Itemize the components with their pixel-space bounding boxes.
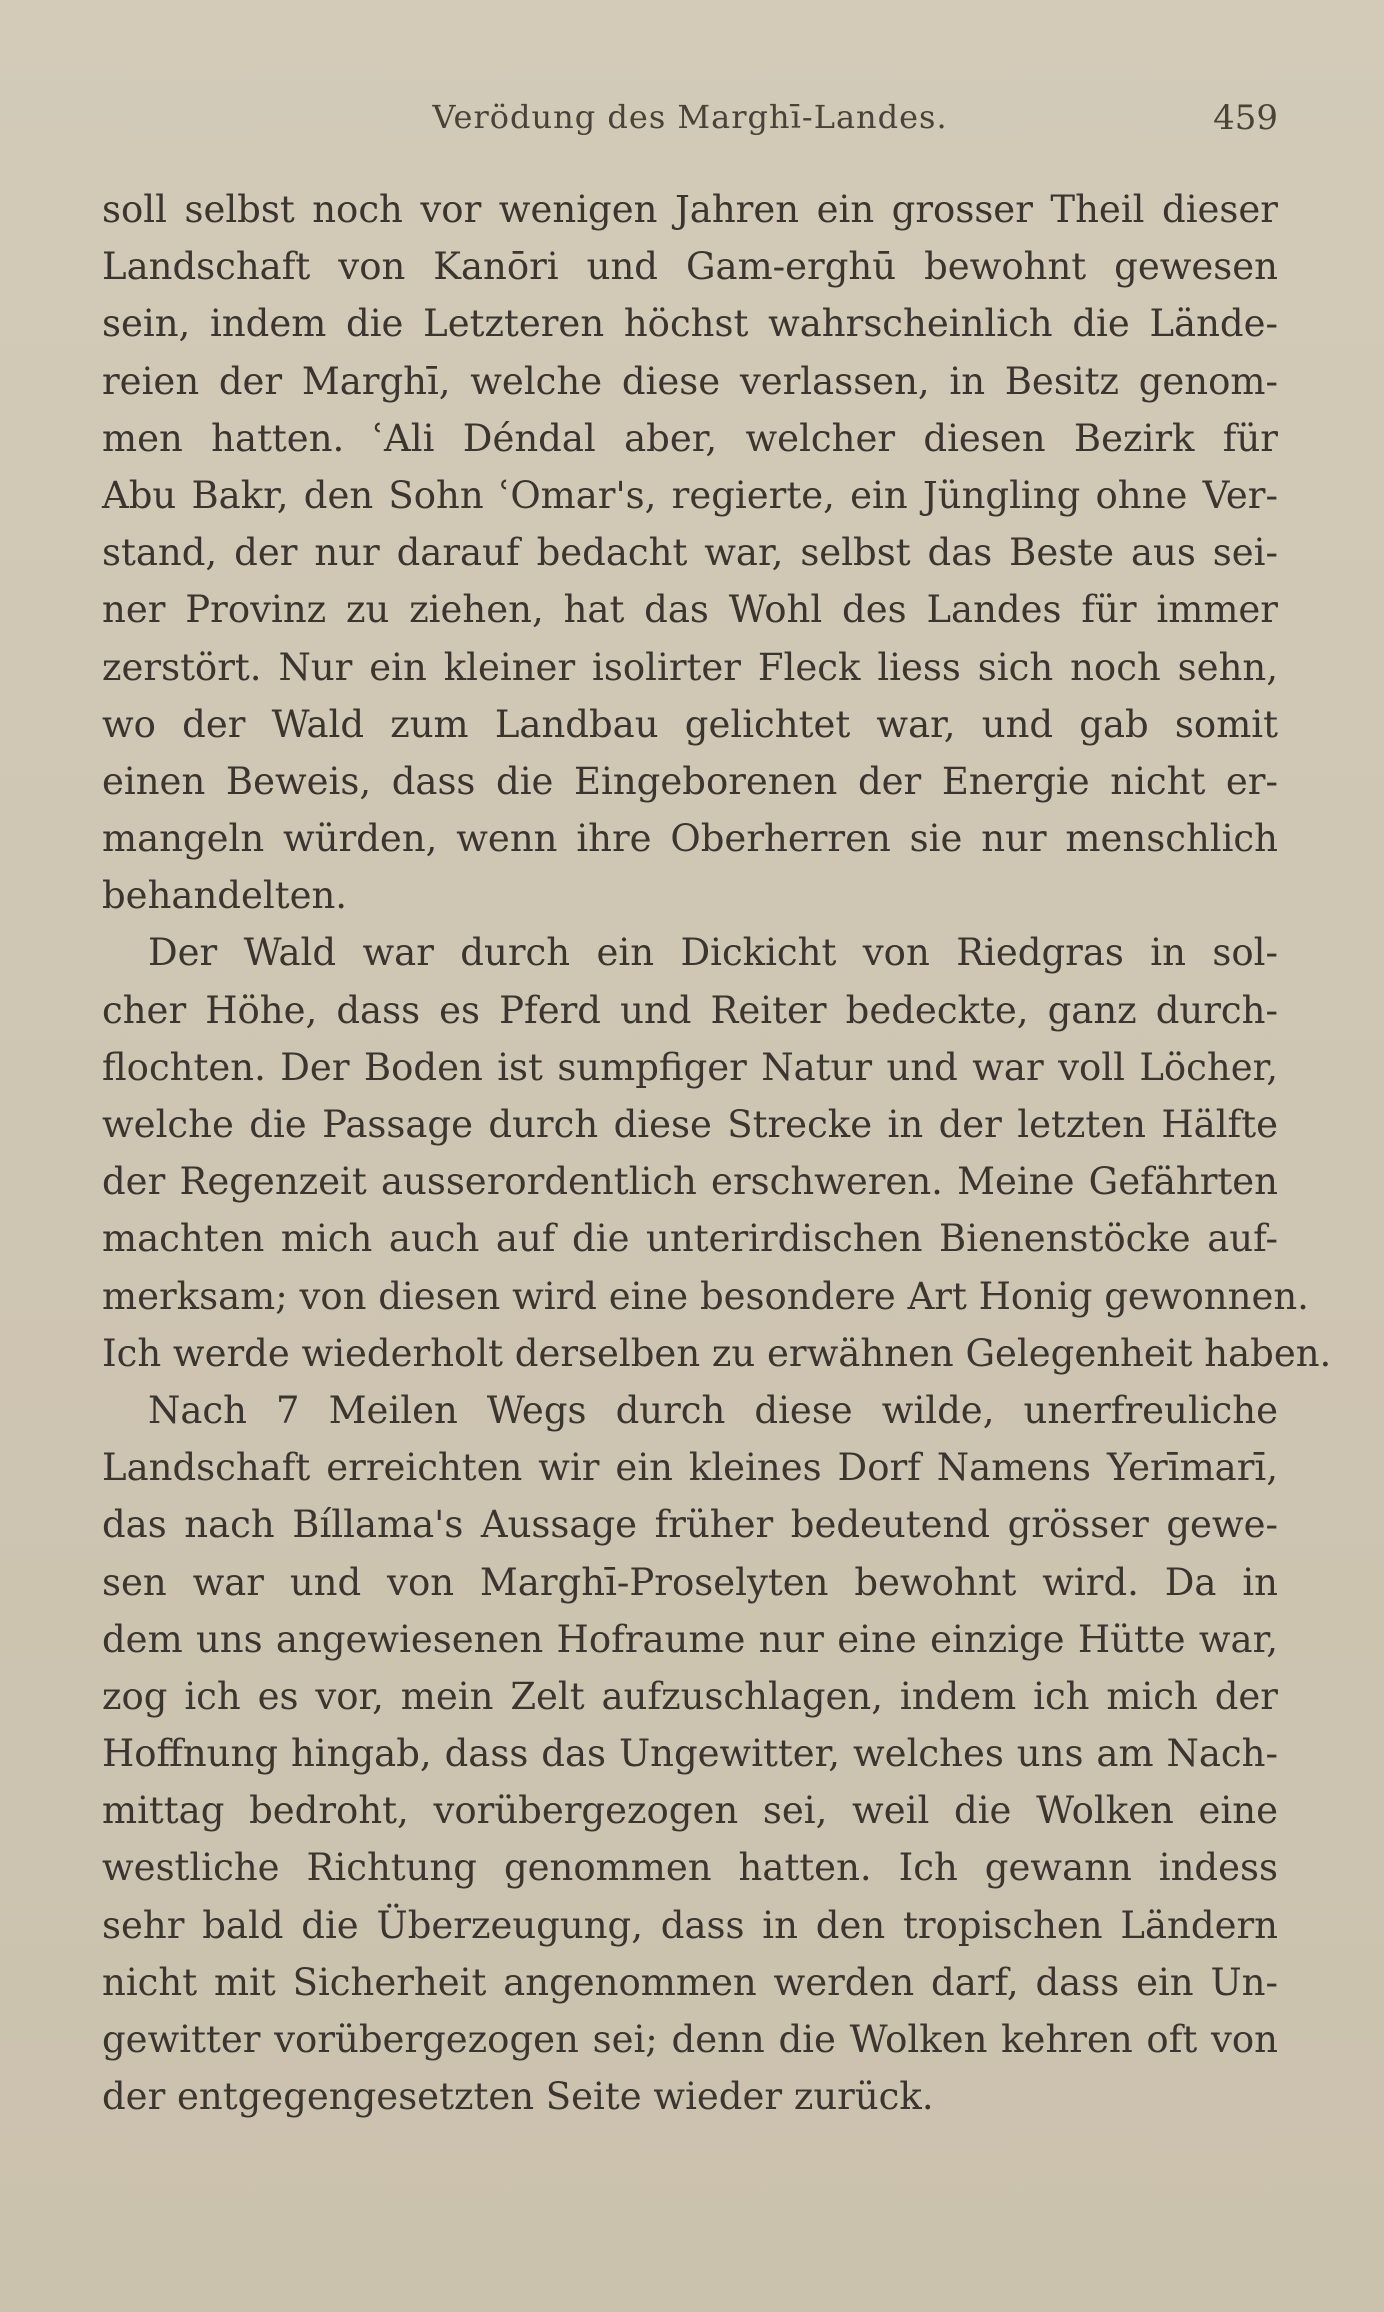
text-line: soll selbst noch vor wenigen Jahren ein grosser Theil dieser: [102, 188, 1278, 231]
text-line: zog ich es vor, mein Zelt aufzuschlagen, indem ich mich der: [102, 1674, 1278, 1718]
text-line: Landschaft von Kanōri und Gam-erghū bewohnt gewesen: [102, 245, 1278, 289]
text-line: Hoffnung hingab, dass das Ungewitter, welches uns am Nach-: [102, 1732, 1278, 1776]
text-line: mangeln würden, wenn ihre Oberherren sie nur menschlich: [102, 817, 1278, 861]
text-line: einen Beweis, dass die Eingeborenen der Energie nicht er-: [102, 759, 1278, 803]
text-line: behandelten.: [102, 874, 348, 918]
text-line: der Regenzeit ausserordentlich erschweren. Meine Gefährten: [102, 1160, 1278, 1204]
text-line: das nach Bíllama's Aussage früher bedeutend grösser gewe-: [102, 1503, 1278, 1547]
paragraph: [102, 1382, 1278, 2125]
text-line: welche die Passage durch diese Strecke in der letzten Hälfte: [102, 1103, 1278, 1146]
text-line: merksam; von diesen wird eine besondere Art Honig gewonnen.: [102, 1274, 1309, 1318]
text-line: reien der Marghī, welche diese verlassen, in Besitz genom-: [102, 359, 1278, 403]
text-line: der entgegengesetzten Seite wieder zurück.: [102, 2075, 934, 2119]
text-line: Der Wald war durch ein Dickicht von Riedgras in sol-: [148, 931, 1278, 975]
text-line: stand, der nur darauf bedacht war, selbst das Beste aus sei-: [102, 531, 1278, 575]
text-line: wo der Wald zum Landbau gelichtet war, und gab somit: [102, 702, 1278, 746]
text-line: flochten. Der Boden ist sumpfiger Natur und war voll Löcher,: [102, 1045, 1278, 1089]
text-line: zerstört. Nur ein kleiner isolirter Fleck liess sich noch sehn,: [102, 645, 1278, 689]
text-line: machten mich auch auf die unterirdischen Bienenstöcke auf-: [102, 1217, 1278, 1261]
page-number: 459: [1213, 98, 1278, 138]
text-line: Abu Bakr, den Sohn ʿOmar's, regierte, ein Jüngling ohne Ver-: [102, 473, 1278, 517]
paragraph: [102, 181, 1278, 924]
text-line: men hatten. ʿAli Déndal aber, welcher diesen Bezirk für: [102, 416, 1278, 460]
body-text: [102, 181, 1332, 2125]
text-line: cher Höhe, dass es Pferd und Reiter bedeckte, ganz durch-: [102, 988, 1278, 1032]
text-line: Landschaft erreichten wir ein kleines Dorf Namens Yerīmarī,: [102, 1446, 1278, 1490]
text-line: ner Provinz zu ziehen, hat das Wohl des Landes für immer: [102, 588, 1278, 632]
text-line: sehr bald die Überzeugung, dass in den tropischen Ländern: [102, 1903, 1278, 1947]
text-line: gewitter vorübergezogen sei; denn die Wolken kehren oft von: [102, 2018, 1278, 2061]
text-line: Nach 7 Meilen Wegs durch diese wilde, unerfreuliche: [148, 1388, 1278, 1432]
paragraph: [102, 924, 1332, 1382]
text-line: dem uns angewiesenen Hofraume nur eine einzige Hütte war,: [102, 1617, 1278, 1661]
text-line: Ich werde wiederholt derselben zu erwähnen Gelegenheit haben.: [102, 1331, 1332, 1375]
text-line: sen war und von Marghī-Proselyten bewohnt wird. Da in: [102, 1560, 1278, 1604]
text-line: sein, indem die Letzteren höchst wahrscheinlich die Lände-: [102, 302, 1278, 346]
running-title: Verödung des Marghī-Landes.: [432, 98, 948, 136]
text-line: mittag bedroht, vorübergezogen sei, weil die Wolken eine: [102, 1789, 1278, 1833]
text-line: westliche Richtung genommen hatten. Ich gewann indess: [102, 1846, 1278, 1890]
running-header: [102, 98, 1278, 148]
text-line: nicht mit Sicherheit angenommen werden darf, dass ein Un-: [102, 1960, 1278, 2004]
